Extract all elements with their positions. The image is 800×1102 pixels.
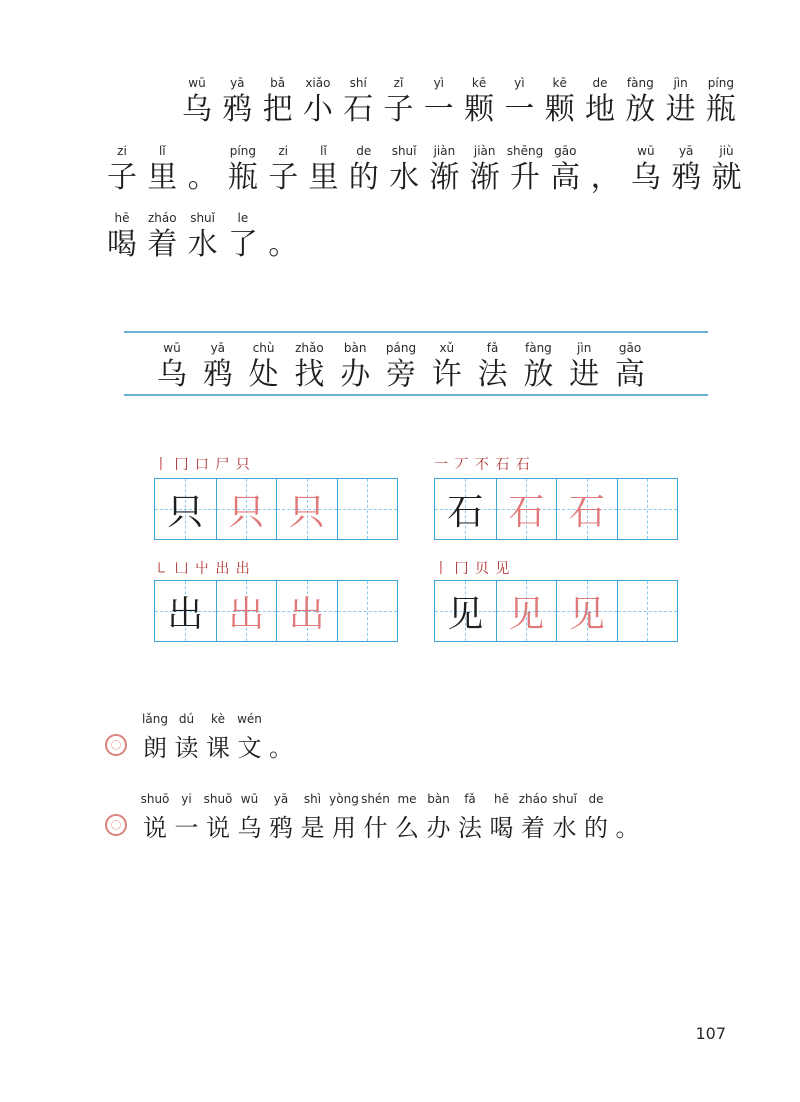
pinyin: jìn	[673, 76, 688, 90]
hanzi: 石	[343, 92, 374, 127]
pinyin: shēng	[506, 144, 544, 158]
hanzi: 。	[187, 160, 218, 195]
pinyin: lǐ	[158, 144, 166, 158]
hanzi: 一	[423, 92, 454, 127]
hanzi: 进	[665, 92, 696, 127]
hanzi: 把	[262, 92, 293, 127]
hanzi: 乌	[630, 160, 661, 195]
pinyin: zháo	[147, 211, 177, 225]
seal-icon	[105, 814, 127, 836]
pinyin: jiàn	[433, 144, 456, 158]
pinyin: gāo	[618, 341, 642, 355]
vocab-top-rule	[124, 331, 708, 333]
trace-char: 出	[288, 593, 325, 635]
trace-char: 见	[508, 593, 545, 635]
pinyin: yā	[230, 76, 245, 90]
pinyin: shí	[349, 76, 367, 90]
hanzi: 办	[340, 357, 371, 392]
hanzi: 法	[477, 357, 508, 392]
pinyin: xiǎo	[305, 76, 331, 90]
pinyin: yā	[273, 792, 289, 806]
stroke-order: 一 丆 不 石 石	[434, 457, 531, 473]
grid-cell	[556, 479, 617, 539]
grid-cell	[337, 479, 398, 539]
hanzi: 瓶	[227, 160, 258, 195]
trace-char: 见	[568, 593, 605, 635]
hanzi: 地	[585, 92, 615, 127]
hanzi: 子	[268, 160, 299, 195]
pinyin: me	[397, 792, 417, 806]
pinyin: kē	[552, 76, 567, 90]
pinyin: wén	[237, 712, 262, 726]
hanzi: 乌	[157, 357, 187, 392]
grid-cell	[337, 581, 398, 641]
page-number: 107	[695, 1024, 726, 1043]
pinyin: jiàn	[473, 144, 496, 158]
grid-cell	[155, 479, 216, 539]
model-char: 见	[447, 593, 484, 635]
hanzi: 一	[174, 814, 199, 842]
hanzi: 课	[206, 734, 230, 762]
hanzi: 么	[395, 814, 419, 842]
pinyin: wū	[163, 341, 181, 355]
hanzi: 放	[625, 92, 656, 127]
hanzi: 子	[383, 92, 414, 127]
pinyin: bǎ	[270, 76, 286, 90]
pinyin: shén	[361, 792, 390, 806]
pinyin: yì	[433, 76, 445, 90]
hanzi: 水	[187, 227, 218, 262]
tian-grid	[154, 580, 398, 642]
hanzi: 说	[206, 814, 230, 842]
hanzi: 处	[248, 357, 279, 392]
pinyin: zhǎo	[295, 341, 324, 355]
pinyin: de	[592, 76, 608, 90]
tian-grid	[434, 478, 678, 540]
hanzi: 里	[308, 160, 339, 195]
pinyin: de	[356, 144, 372, 158]
pinyin: píng	[229, 144, 256, 158]
hanzi: 用	[332, 814, 356, 842]
hanzi: 是	[300, 814, 325, 842]
pinyin: páng	[385, 341, 417, 355]
hanzi: 喝	[107, 227, 137, 262]
tian-grid	[434, 580, 678, 642]
pinyin: jiù	[719, 144, 734, 158]
pinyin: shuǐ	[190, 211, 215, 225]
pinyin: shuǐ	[391, 144, 417, 158]
pinyin: hē	[114, 211, 130, 225]
hanzi: 。	[269, 734, 293, 762]
grid-cell	[617, 479, 678, 539]
pinyin: chù	[252, 341, 275, 355]
hanzi: 渐	[469, 160, 500, 195]
pinyin: yā	[210, 341, 226, 355]
trace-char: 只	[288, 491, 325, 533]
hanzi: 颗	[464, 92, 495, 127]
hanzi: 小	[302, 92, 333, 127]
trace-char: 出	[228, 593, 265, 635]
hanzi: 法	[458, 814, 482, 842]
hanzi: 乌	[237, 814, 262, 842]
hanzi: 升	[510, 160, 540, 195]
pinyin: kē	[471, 76, 487, 90]
hanzi: 。	[268, 227, 299, 262]
hanzi: 喝	[489, 814, 514, 842]
pinyin: wū	[240, 792, 259, 806]
trace-char: 石	[508, 491, 545, 533]
grid-cell	[617, 581, 678, 641]
hanzi: 找	[294, 357, 325, 392]
pinyin: wū	[188, 76, 206, 90]
pinyin: de	[588, 792, 604, 806]
hanzi: 办	[426, 814, 451, 842]
grid-cell	[155, 581, 216, 641]
pinyin: fàng	[626, 76, 654, 90]
pinyin: xǔ	[439, 341, 455, 355]
hanzi: 什	[363, 814, 388, 842]
pinyin: wū	[637, 144, 655, 158]
grid-cell	[276, 479, 337, 539]
pinyin: zǐ	[393, 76, 404, 90]
stroke-order: 丨 冂 口 尸 只	[154, 457, 251, 473]
trace-char: 石	[568, 491, 605, 533]
pinyin: yi	[181, 792, 192, 806]
grid-cell	[276, 581, 337, 641]
grid-cell	[216, 581, 277, 641]
pinyin: hē	[494, 792, 509, 806]
hanzi: 的	[348, 160, 379, 195]
hanzi: 放	[523, 357, 554, 392]
seal-icon	[105, 734, 127, 756]
hanzi: 旁	[386, 357, 416, 392]
grid-cell	[496, 581, 557, 641]
pinyin: shì	[303, 792, 322, 806]
hanzi: 子	[107, 160, 137, 195]
pinyin: fàng	[524, 341, 552, 355]
pinyin: píng	[707, 76, 734, 90]
hanzi: 说	[143, 814, 167, 842]
hanzi: 鸦	[202, 357, 233, 392]
grid-cell	[435, 479, 496, 539]
pinyin: shuō	[203, 792, 233, 806]
grid-cell	[496, 479, 557, 539]
vocab-bottom-rule	[124, 394, 708, 396]
model-char: 只	[167, 491, 204, 533]
pinyin: lǎng	[142, 712, 168, 726]
hanzi: 鸦	[671, 160, 702, 195]
hanzi: 里	[147, 160, 178, 195]
pinyin: yì	[514, 76, 525, 90]
pinyin: dú	[178, 712, 195, 726]
hanzi: 瓶	[705, 92, 736, 127]
hanzi: 颗	[544, 92, 575, 127]
grid-cell	[435, 581, 496, 641]
tian-grid	[154, 478, 398, 540]
pinyin: zháo	[518, 792, 548, 806]
pinyin: kè	[211, 712, 225, 726]
hanzi: 高	[615, 357, 645, 392]
hanzi: 水	[389, 160, 420, 195]
hanzi: 乌	[182, 92, 212, 127]
pinyin: le	[237, 211, 249, 225]
grid-cell	[556, 581, 617, 641]
hanzi: 水	[552, 814, 577, 842]
hanzi: 了	[227, 227, 258, 262]
hanzi: 鸦	[269, 814, 293, 842]
pinyin: lǐ	[320, 144, 327, 158]
model-char: 出	[167, 593, 204, 635]
pinyin: shuǐ	[552, 792, 577, 806]
hanzi: 就	[711, 160, 742, 195]
grid-cell	[216, 479, 277, 539]
hanzi: 的	[584, 814, 608, 842]
model-char: 石	[447, 491, 484, 533]
pinyin: bàn	[343, 341, 367, 355]
hanzi: 朗	[143, 734, 167, 762]
hanzi: 一	[504, 92, 535, 127]
pinyin: yòng	[329, 792, 359, 806]
pinyin: yā	[678, 144, 694, 158]
trace-char: 只	[228, 491, 265, 533]
pinyin: shuō	[140, 792, 170, 806]
hanzi: 着	[521, 814, 545, 842]
pinyin: gāo	[554, 144, 577, 158]
hanzi: 许	[431, 357, 462, 392]
pinyin: bàn	[427, 792, 450, 806]
hanzi: 渐	[429, 160, 460, 195]
hanzi: 高	[550, 160, 581, 195]
hanzi: 鸦	[222, 92, 253, 127]
stroke-order: 丨 冂 贝 见	[434, 561, 511, 577]
pinyin: fǎ	[464, 792, 476, 806]
hanzi: 着	[147, 227, 178, 262]
pinyin: jìn	[577, 341, 592, 355]
pinyin: zi	[278, 144, 289, 158]
pinyin: zi	[117, 144, 127, 158]
hanzi: 文	[237, 734, 262, 762]
stroke-order: ㇄ 凵 屮 出 出	[154, 561, 251, 577]
hanzi: 进	[569, 357, 600, 392]
hanzi: 。	[615, 814, 640, 842]
pinyin: fǎ	[486, 341, 499, 355]
hanzi: 读	[174, 734, 199, 762]
hanzi: ，	[590, 160, 621, 195]
